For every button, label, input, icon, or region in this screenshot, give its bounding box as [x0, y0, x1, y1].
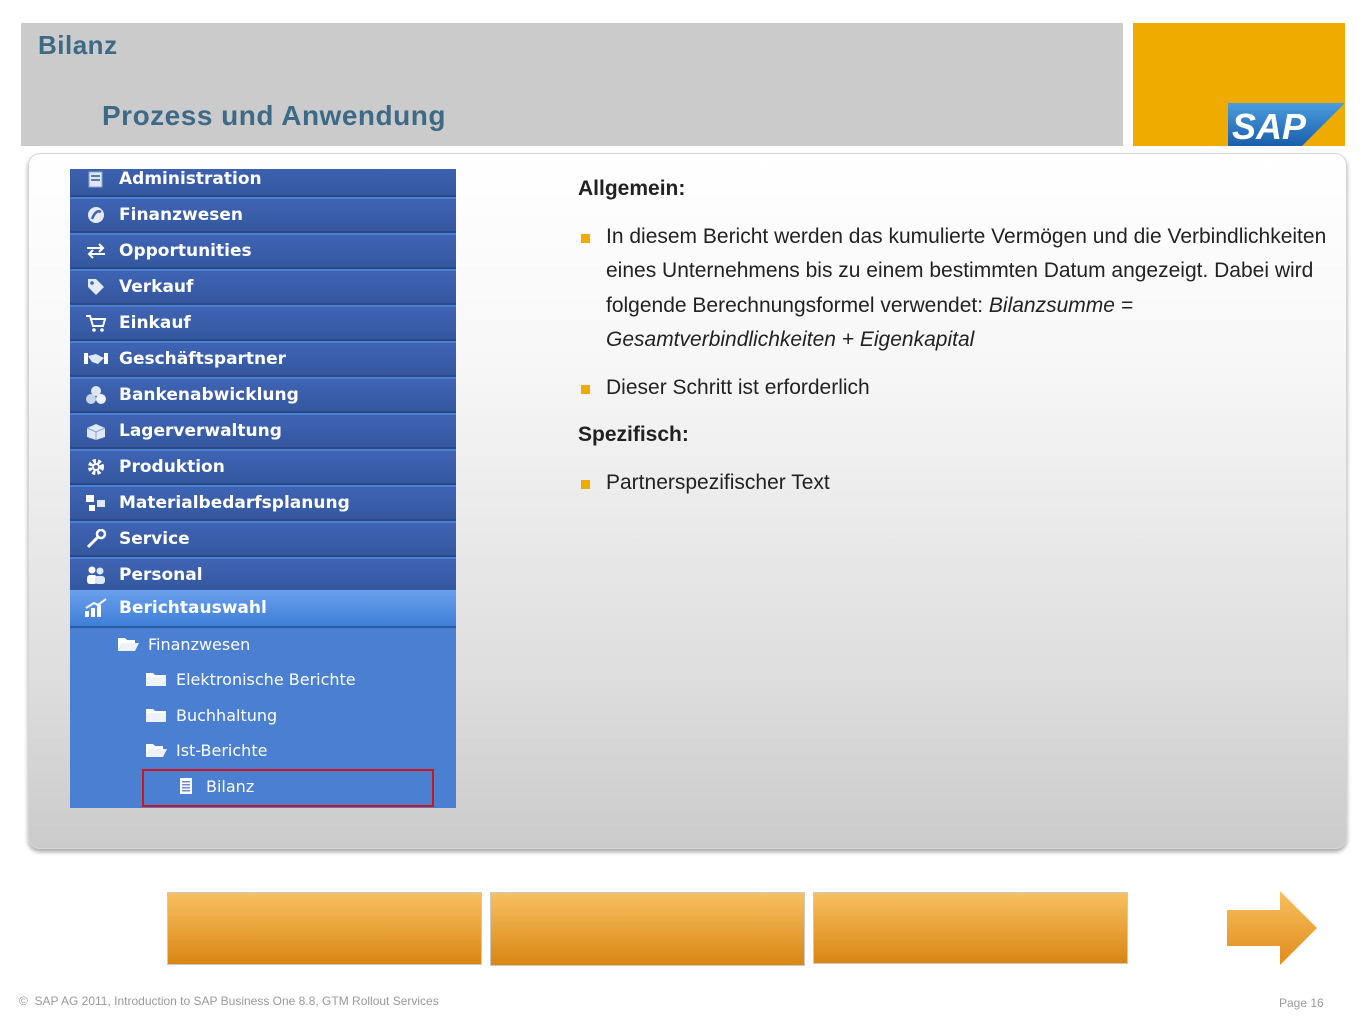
- menu-item-lagerverwaltung[interactable]: [70, 415, 456, 449]
- tree-item-label: Elektronische Berichte: [176, 669, 356, 689]
- wrench-icon: [84, 529, 108, 549]
- report-chart-icon: [84, 598, 108, 618]
- tree-item-label: Finanzwesen: [148, 634, 251, 654]
- tree-item-label: Ist-Berichte: [176, 740, 268, 760]
- menu-item-service[interactable]: [70, 523, 456, 557]
- tree-item-ist-berichte[interactable]: [144, 733, 267, 767]
- folder-icon: [144, 669, 168, 689]
- menu-item-administration[interactable]: [70, 169, 456, 197]
- folder-open-icon: [116, 634, 140, 654]
- menu-item-berichtauswahl[interactable]: [70, 590, 456, 628]
- gear-icon: [84, 457, 108, 477]
- bullet-required: Dieser Schritt ist erforderlich: [578, 371, 1328, 406]
- bullet-description: [578, 220, 1328, 358]
- footer-tab-3[interactable]: [813, 892, 1128, 964]
- menu-item-personal[interactable]: [70, 559, 456, 593]
- general-heading: Allgemein:: [578, 177, 686, 200]
- specific-heading: Spezifisch:: [578, 423, 689, 446]
- tree-item-label: Buchhaltung: [176, 705, 278, 725]
- menu-item-label: Einkauf: [119, 313, 191, 333]
- page-number: Page 16: [1279, 996, 1324, 1010]
- copyright-text: © SAP AG 2011, Introduction to SAP Business One 8.8, GTM Rollout Services: [19, 994, 439, 1008]
- menu-item-finanzwesen[interactable]: [70, 199, 456, 233]
- menu-item-bankenabwicklung[interactable]: [70, 379, 456, 413]
- handshake-icon: [84, 349, 108, 369]
- tree-item-label: Bilanz: [206, 776, 255, 796]
- highlight-frame: [142, 769, 434, 807]
- menu-item-label: Verkauf: [119, 277, 194, 297]
- menu-item-einkauf[interactable]: [70, 307, 456, 341]
- mrp-icon: [84, 493, 108, 513]
- formula-text: Bilanzsumme = Gesamtverbindlichkeiten + Eigenkapital: [606, 293, 1134, 351]
- tree-item-finanzwesen[interactable]: [116, 627, 250, 661]
- coins-icon: [84, 385, 108, 405]
- svg-text:SAP: SAP: [1232, 106, 1307, 146]
- menu-item-label: Berichtauswahl: [119, 598, 267, 618]
- administration-icon: [84, 169, 108, 189]
- menu-item-label: Personal: [119, 565, 203, 585]
- tree-item-buchhaltung[interactable]: [144, 698, 277, 732]
- folder-open-icon: [144, 740, 168, 760]
- menu-item-label: Bankenabwicklung: [119, 385, 299, 405]
- menu-item-label: Service: [119, 529, 190, 549]
- bullet-description-text: In diesem Bericht werden das kumulierte Vermögen und die Verbindlichkeiten eines Unternehmens bis zu einem bestimmten Datum angezeigt. Dabei wird folgende Berechnungsformel verwendet:: [606, 224, 1327, 317]
- menu-item-label: Opportunities: [119, 241, 252, 261]
- menu-item-verkauf[interactable]: [70, 271, 456, 305]
- menu-item-geschaeftspartner[interactable]: [70, 343, 456, 377]
- bullet-partner-text: Partnerspezifischer Text: [578, 466, 1328, 501]
- footer-tab-2[interactable]: [490, 892, 805, 966]
- menu-item-label: Lagerverwaltung: [119, 421, 282, 441]
- warehouse-box-icon: [84, 421, 108, 441]
- footer-tab-1[interactable]: [167, 892, 482, 965]
- tree-item-elektronische-berichte[interactable]: [144, 662, 356, 696]
- description-text: [578, 172, 1328, 500]
- people-icon: [84, 565, 108, 585]
- menu-item-label: Geschäftspartner: [119, 349, 287, 369]
- menu-item-label: Produktion: [119, 457, 225, 477]
- sales-tag-icon: [84, 277, 108, 297]
- menu-item-materialbedarfsplanung[interactable]: [70, 487, 456, 521]
- opportunities-icon: [84, 241, 108, 261]
- finance-icon: [84, 205, 108, 225]
- page-title: Bilanz: [38, 30, 118, 60]
- folder-icon: [144, 705, 168, 725]
- next-arrow-icon[interactable]: [1226, 890, 1318, 966]
- module-menu: [70, 169, 456, 808]
- menu-item-opportunities[interactable]: [70, 235, 456, 269]
- page-subtitle: Prozess und Anwendung: [102, 100, 446, 131]
- menu-item-produktion[interactable]: [70, 451, 456, 485]
- sap-logo: [1228, 103, 1345, 146]
- menu-item-label: Administration: [119, 169, 262, 189]
- menu-item-label: Materialbedarfsplanung: [119, 493, 350, 513]
- shopping-cart-icon: [84, 313, 108, 333]
- menu-item-label: Finanzwesen: [119, 205, 243, 225]
